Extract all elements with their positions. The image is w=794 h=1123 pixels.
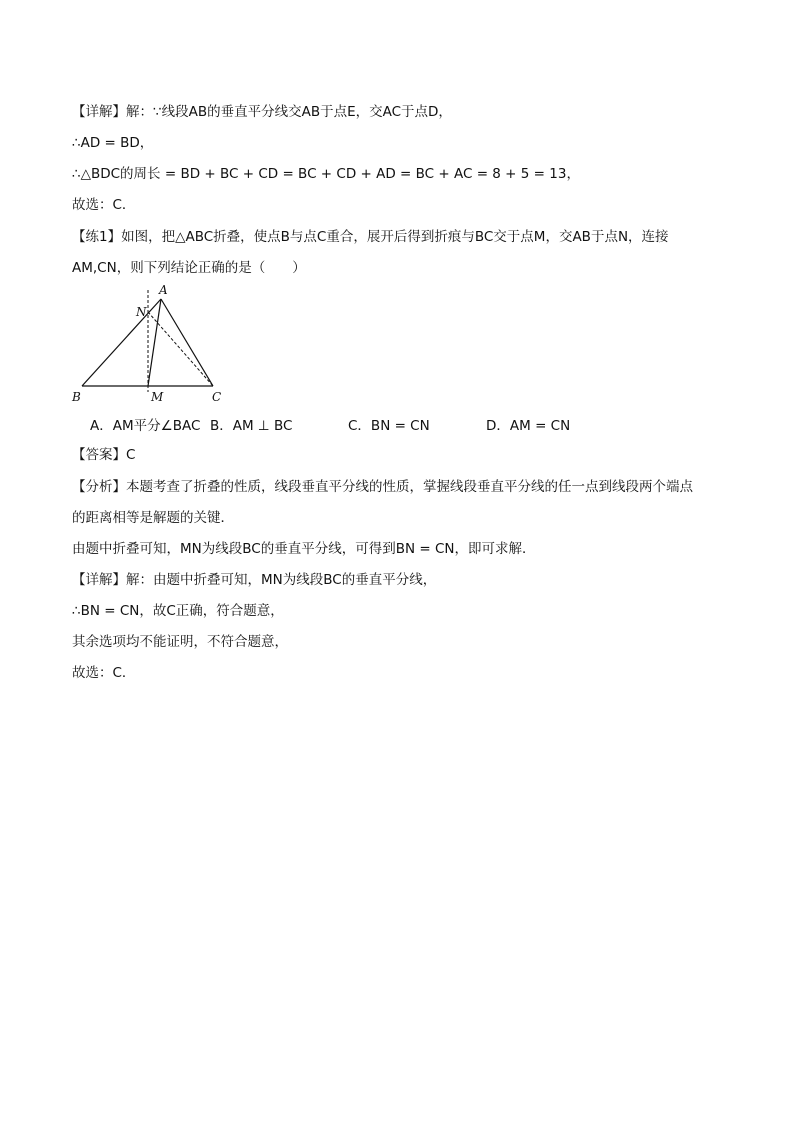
option-a: A．AM平分∠BAC <box>90 418 201 434</box>
answer-line: 【答案】C <box>72 447 136 463</box>
detail-line-4: 故选：C． <box>72 665 136 681</box>
side-ab <box>82 299 161 386</box>
side-ac <box>161 299 213 386</box>
option-d: D．AM = CN <box>486 418 571 434</box>
label-b: B <box>72 390 81 404</box>
detail-line-1: 【详解】解：由题中折叠可知，MN为线段BC的垂直平分线， <box>72 572 437 588</box>
analysis-line-1: 【分析】本题考查了折叠的性质，线段垂直平分线的性质，掌握线段垂直平分线的任一点到线段两个端点 <box>72 479 693 495</box>
triangle-figure <box>68 282 238 407</box>
label-m: M <box>151 390 164 404</box>
line-6: AM,CN，则下列结论正确的是（ ） <box>72 260 306 276</box>
analysis-line-2: 的距离相等是解题的关键． <box>72 510 234 526</box>
label-c: C <box>212 390 222 404</box>
detail-line-3: 其余选项均不能证明，不符合题意， <box>72 634 288 650</box>
line-4: 故选：C． <box>72 197 136 213</box>
label-a: A <box>159 283 168 297</box>
line-5: 【练1】如图，把△ABC折叠，使点B与点C重合，展开后得到折痕与BC交于点M，交AB于点N，连接 <box>72 229 669 245</box>
detail-line-2: ∴BN = CN，故C正确，符合题意， <box>72 603 284 619</box>
option-b: B．AM ⊥ BC <box>210 418 293 434</box>
line-2: ∴AD = BD， <box>72 135 154 151</box>
option-c: C．BN = CN <box>348 418 430 434</box>
line-3: ∴△BDC的周长 = BD + BC + CD = BC + CD + AD = BC + AC = 8 + 5 = 13， <box>72 166 580 182</box>
line-1: 【详解】解：∵线段AB的垂直平分线交AB于点E，交AC于点D， <box>72 104 452 120</box>
analysis-line-3: 由题中折叠可知，MN为线段BC的垂直平分线，可得到BN = CN，即可求解． <box>72 541 536 557</box>
label-n: N <box>136 305 147 319</box>
